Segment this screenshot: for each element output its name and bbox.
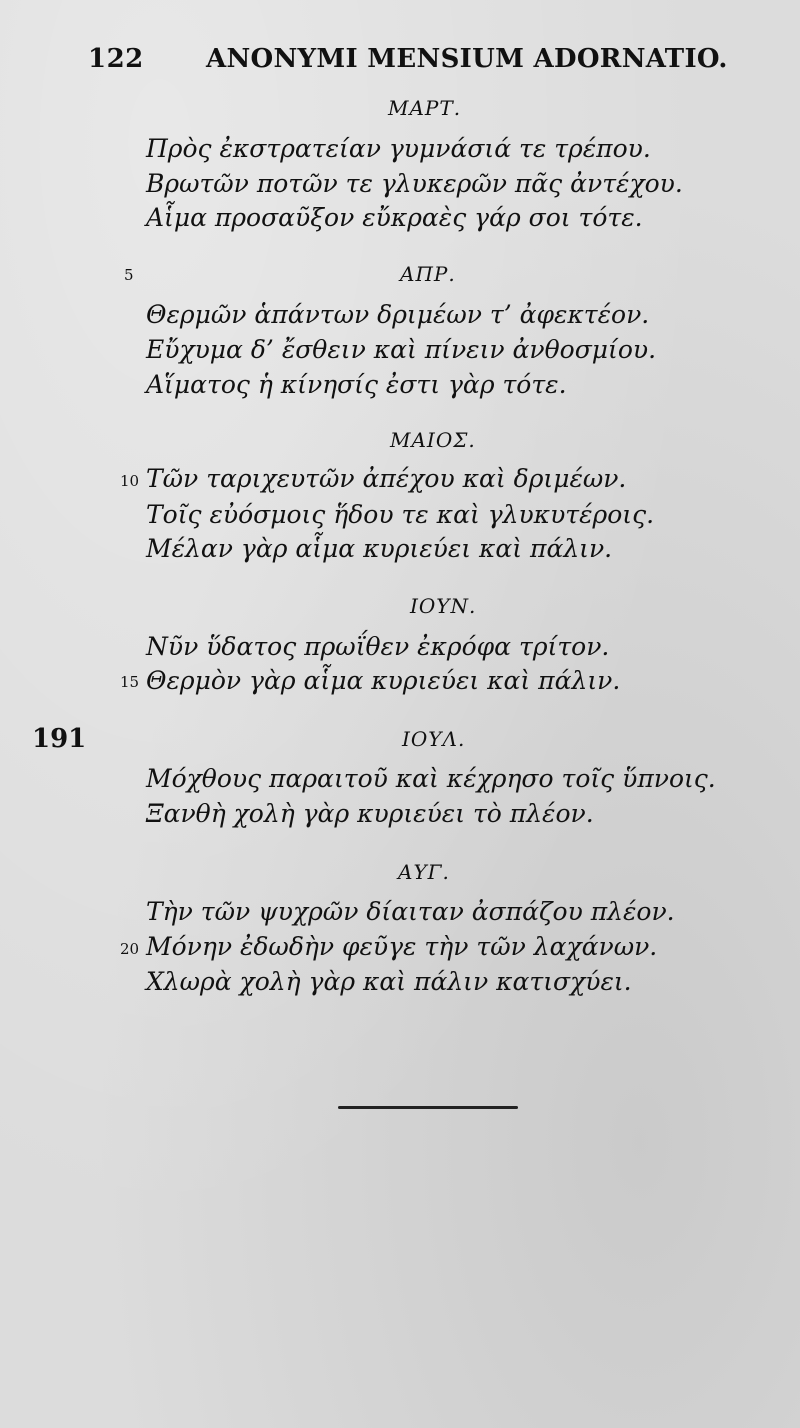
line-number: 20 bbox=[120, 940, 140, 958]
verse-line: Αἷμα προσαῦξον εὔκραὲς γάρ σοι τότε. bbox=[146, 203, 643, 232]
month-heading: ΙΟΥΛ. bbox=[402, 727, 466, 751]
closing-rule bbox=[338, 1106, 518, 1109]
verse-line: Τὴν τῶν ψυχρῶν δίαιταν ἀσπάζου πλέον. bbox=[146, 897, 675, 926]
line-number: 15 bbox=[120, 673, 140, 691]
verse-line: Χλωρὰ χολὴ γὰρ καὶ πάλιν κατισχύει. bbox=[146, 967, 632, 996]
running-title: ANONYMI MENSIUM ADORNATIO. bbox=[206, 44, 728, 74]
verse-line: Εὔχυμα δ’ ἔσθειν καὶ πίνειν ἀνθοσμίου. bbox=[146, 335, 657, 364]
verse-line: Μόνην ἐδωδὴν φεῦγε τὴν τῶν λαχάνων. bbox=[146, 932, 658, 961]
verse-line: Βρωτῶν ποτῶν τε γλυκερῶν πᾶς ἀντέχου. bbox=[146, 169, 683, 198]
verse-line: Τοῖς εὐόσμοις ἥδου τε καὶ γλυκυτέροις. bbox=[146, 500, 655, 529]
page-number: 122 bbox=[88, 44, 144, 74]
verse-line: Θερμὸν γὰρ αἷμα κυριεύει καὶ πάλιν. bbox=[146, 666, 621, 695]
line-number: 5 bbox=[124, 266, 134, 284]
month-heading: ΑΠΡ. bbox=[400, 262, 456, 286]
verse-line: Μέλαν γὰρ αἷμα κυριεύει καὶ πάλιν. bbox=[146, 534, 613, 563]
month-heading: ΜΑΡΤ. bbox=[388, 96, 462, 120]
running-head bbox=[0, 44, 800, 84]
verse-line: Τῶν ταριχευτῶν ἀπέχου καὶ δριμέων. bbox=[146, 464, 627, 493]
verse-line: Ξανθὴ χολὴ γὰρ κυριεύει τὸ πλέον. bbox=[146, 799, 594, 828]
verse-line: Αἵματος ἡ κίνησίς ἐστι γὰρ τότε. bbox=[146, 370, 567, 399]
verse-line: Πρὸς ἐκστρατείαν γυμνάσιά τε τρέπου. bbox=[146, 134, 651, 163]
verse-line: Νῦν ὕδατος πρωΐθεν ἐκρόφα τρίτον. bbox=[146, 632, 610, 661]
month-heading: ΙΟΥΝ. bbox=[410, 594, 477, 618]
line-number: 10 bbox=[120, 472, 140, 490]
month-heading: ΜΑΙΟΣ. bbox=[390, 428, 476, 452]
verse-line: Θερμῶν ἁπάντων δριμέων τ’ ἀφεκτέον. bbox=[146, 300, 650, 329]
month-heading: ΑΥΓ. bbox=[398, 860, 450, 884]
verse-line: Μόχθους παραιτοῦ καὶ κέχρησο τοῖς ὕπνοις. bbox=[146, 764, 716, 793]
margin-reference-number: 191 bbox=[32, 724, 87, 754]
